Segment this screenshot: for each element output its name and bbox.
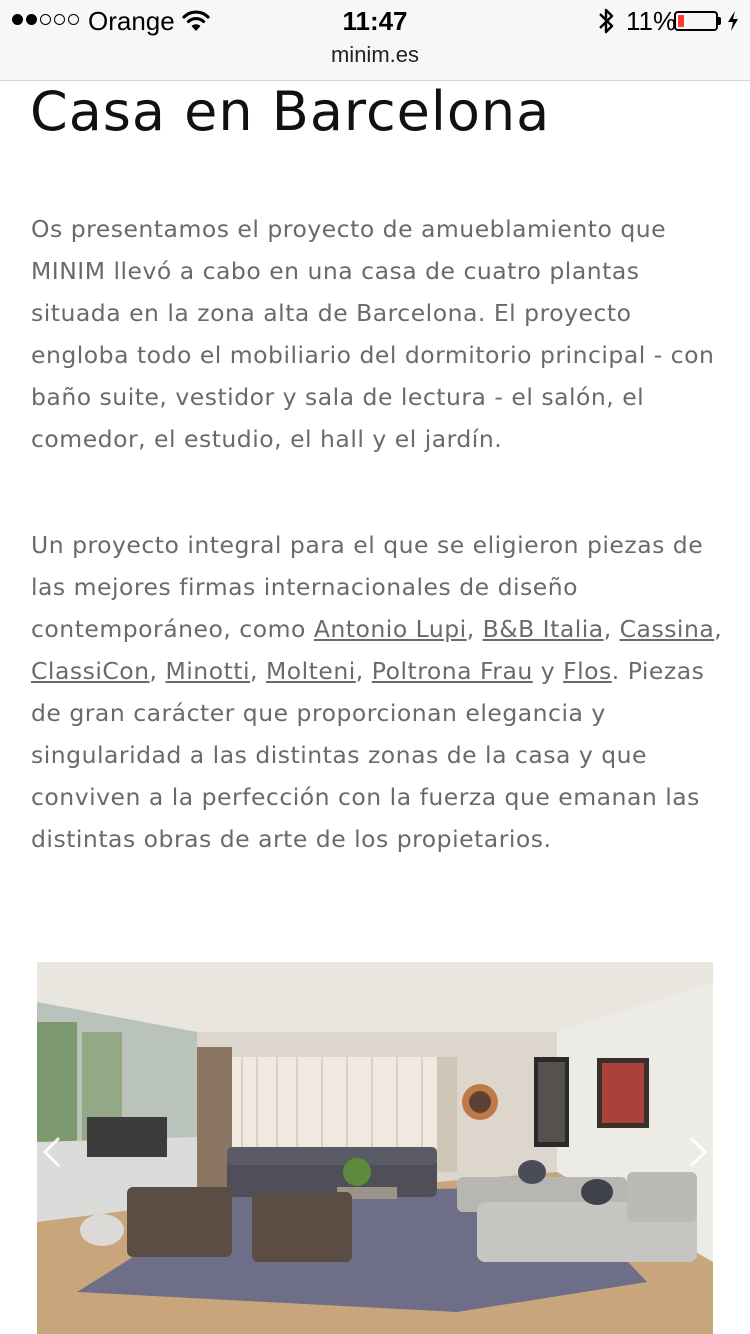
brand-link-classicon[interactable]: ClassiCon xyxy=(31,657,150,685)
separator: , xyxy=(714,615,723,643)
brand-link-antonio-lupi[interactable]: Antonio Lupi xyxy=(313,615,467,643)
paragraph-intro-text: Un proyecto integral para el que se eligieron piezas de las mejores firmas internacionales de diseño contemporáneo, como xyxy=(31,531,704,643)
page-title: Casa en Barcelona xyxy=(30,80,551,143)
paragraph-outro-text: . Piezas de gran carácter que proporcionan elegancia y singularidad a las distintas zonas de la casa y que conviven a la perfección con la fuerza que emanan las distintas obras de arte de los propietarios. xyxy=(31,657,705,853)
separator: , xyxy=(466,615,483,643)
conjunction: y xyxy=(532,657,564,685)
separator: , xyxy=(149,657,166,685)
battery-nub xyxy=(718,17,721,25)
brand-link-cassina[interactable]: Cassina xyxy=(619,615,715,643)
intro-paragraph: Os presentamos el proyecto de amueblamiento que MINIM llevó a cabo en una casa de cuatro plantas situada en la zona alta de Barcelona. El proyecto engloba todo el mobiliario del dormitorio principal - con baño suite, vestidor y sala de lectura - el salón, el comedor, el estudio, el hall y el jardín. xyxy=(31,215,715,453)
separator: , xyxy=(355,657,372,685)
living-room-photo xyxy=(37,962,713,1334)
brands-paragraph xyxy=(31,524,731,860)
chevron-right-icon[interactable] xyxy=(677,1132,713,1172)
bluetooth-icon xyxy=(596,6,616,36)
battery-icon xyxy=(674,11,718,31)
brand-link-molteni[interactable]: Molteni xyxy=(266,657,356,685)
brand-link-minotti[interactable]: Minotti xyxy=(165,657,251,685)
carrier-name: Orange xyxy=(88,6,175,36)
status-time: 11:47 xyxy=(342,6,408,36)
separator: , xyxy=(250,657,266,685)
url-bar[interactable]: minim.es xyxy=(330,42,419,67)
battery-percent: 11% xyxy=(626,6,677,36)
separator: , xyxy=(603,615,620,643)
status-bar xyxy=(0,0,750,42)
brand-link-bb-italia[interactable]: B&B Italia xyxy=(482,615,604,643)
brand-link-flos[interactable]: Flos xyxy=(563,657,612,685)
browser-top-bar xyxy=(0,0,750,81)
brand-link-poltrona-frau[interactable]: Poltrona Frau xyxy=(371,657,533,685)
charging-bolt-icon xyxy=(726,10,740,32)
chevron-left-icon[interactable] xyxy=(37,1132,73,1172)
project-image-slider[interactable] xyxy=(37,962,713,1334)
